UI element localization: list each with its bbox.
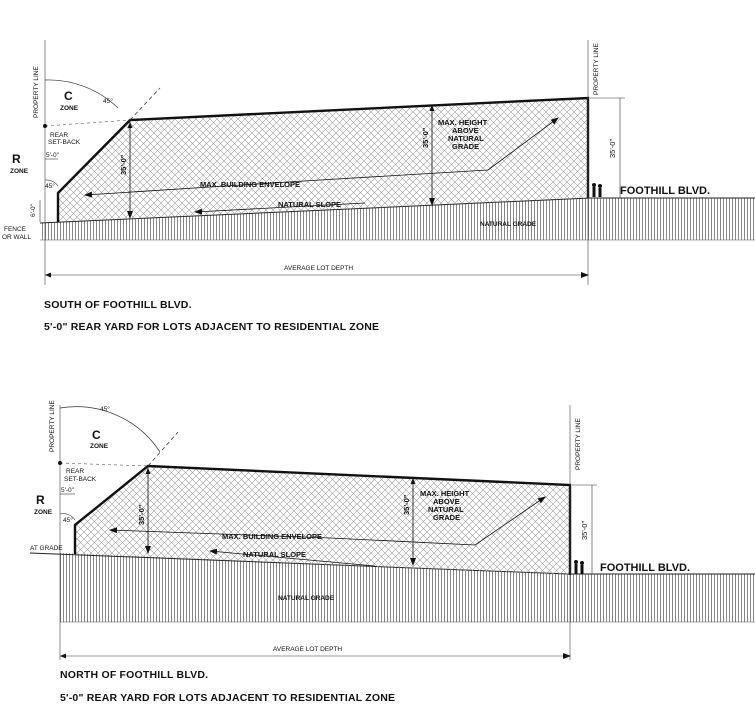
envelope-label: MAX. BUILDING ENVELOPE xyxy=(222,532,323,541)
max-height-1: MAX. HEIGHT xyxy=(438,118,488,127)
max-height-4: GRADE xyxy=(452,142,480,151)
setback-dim-label: 5'-0" xyxy=(46,152,59,159)
rear-setback-1: REAR xyxy=(50,132,69,139)
lot-depth-label: AVERAGE LOT DEPTH xyxy=(273,646,343,653)
envelope-label: MAX. BUILDING ENVELOPE xyxy=(200,180,301,189)
zone-r-sub: ZONE xyxy=(10,168,29,175)
property-line-right-label: PROPERTY LINE xyxy=(593,43,600,95)
people-icon xyxy=(574,560,584,574)
caption-north-title: NORTH OF FOOTHILL BLVD. xyxy=(60,669,209,681)
angle-label-2: 45° xyxy=(63,517,73,524)
max-height-1: MAX. HEIGHT xyxy=(420,489,470,498)
height-dim-outer-label: 35'-0" xyxy=(608,138,617,158)
angle-dashed-line xyxy=(130,88,160,120)
grade-label: NATURAL GRADE xyxy=(278,595,335,602)
caption-south-title: SOUTH OF FOOTHILL BLVD. xyxy=(44,299,192,311)
max-height-3: NATURAL xyxy=(428,505,464,514)
angle-label-2: 45° xyxy=(45,183,55,190)
setback-dashed-line xyxy=(45,120,130,126)
diagram-north xyxy=(30,400,755,660)
caption-south-sub: 5'-0" REAR YARD FOR LOTS ADJACENT TO RESIDENTIAL ZONE xyxy=(44,321,380,333)
max-height-2: ABOVE xyxy=(452,126,479,135)
property-line-right-label: PROPERTY LINE xyxy=(575,418,582,470)
rear-setback-2: SET-BACK xyxy=(64,476,97,483)
lot-depth-label: AVERAGE LOT DEPTH xyxy=(284,265,354,272)
caption-north-sub: 5'-0" REAR YARD FOR LOTS ADJACENT TO RESIDENTIAL ZONE xyxy=(60,692,396,704)
zone-c-label: C xyxy=(64,89,73,103)
setback-dot xyxy=(43,124,47,128)
slope-label: NATURAL SLOPE xyxy=(243,550,307,559)
height-dim-inner-label: 35'-0" xyxy=(119,154,128,175)
zone-c-sub: ZONE xyxy=(60,105,79,112)
zone-r-sub: ZONE xyxy=(34,509,53,516)
street-label: FOOTHILL BLVD. xyxy=(600,562,691,574)
diagram-south xyxy=(2,40,755,285)
zone-r-label: R xyxy=(36,493,45,507)
at-grade-label: AT GRADE xyxy=(30,545,63,552)
angle-label-1: 45° xyxy=(103,98,113,105)
height-dim-right-inner-label: 35'-0" xyxy=(421,127,430,148)
fence-dim-label: 6'-0" xyxy=(30,204,37,217)
max-height-3: NATURAL xyxy=(448,134,484,143)
height-dim-right-inner-label: 35'-0" xyxy=(402,494,411,515)
grade-label: NATURAL GRADE xyxy=(480,221,537,228)
property-line-left-label: PROPERTY LINE xyxy=(33,66,40,118)
setback-dashed-line xyxy=(60,463,148,466)
setback-dot xyxy=(58,461,62,465)
property-line-left-label: PROPERTY LINE xyxy=(49,400,56,452)
people-icon xyxy=(592,183,602,197)
angle-dashed-line xyxy=(148,432,178,466)
fence-label-2: OR WALL xyxy=(2,234,32,241)
height-dim-outer-label: 35'-0" xyxy=(580,520,589,540)
angle-label-1: 45° xyxy=(100,406,110,413)
rear-setback-2: SET-BACK xyxy=(48,139,81,146)
fence-label-1: FENCE xyxy=(4,226,27,233)
angle-arc xyxy=(60,407,160,452)
slope-label: NATURAL SLOPE xyxy=(278,200,342,209)
street-label: FOOTHILL BLVD. xyxy=(620,185,711,197)
zone-c-sub: ZONE xyxy=(90,443,109,450)
setback-dim-label: 5'-0" xyxy=(61,487,74,494)
zone-c-label: C xyxy=(92,428,101,442)
max-height-4: GRADE xyxy=(433,513,461,522)
zone-r-label: R xyxy=(12,152,21,166)
height-dim-inner-label: 35'-0" xyxy=(137,504,146,525)
max-height-2: ABOVE xyxy=(433,497,460,506)
rear-setback-1: REAR xyxy=(66,468,85,475)
